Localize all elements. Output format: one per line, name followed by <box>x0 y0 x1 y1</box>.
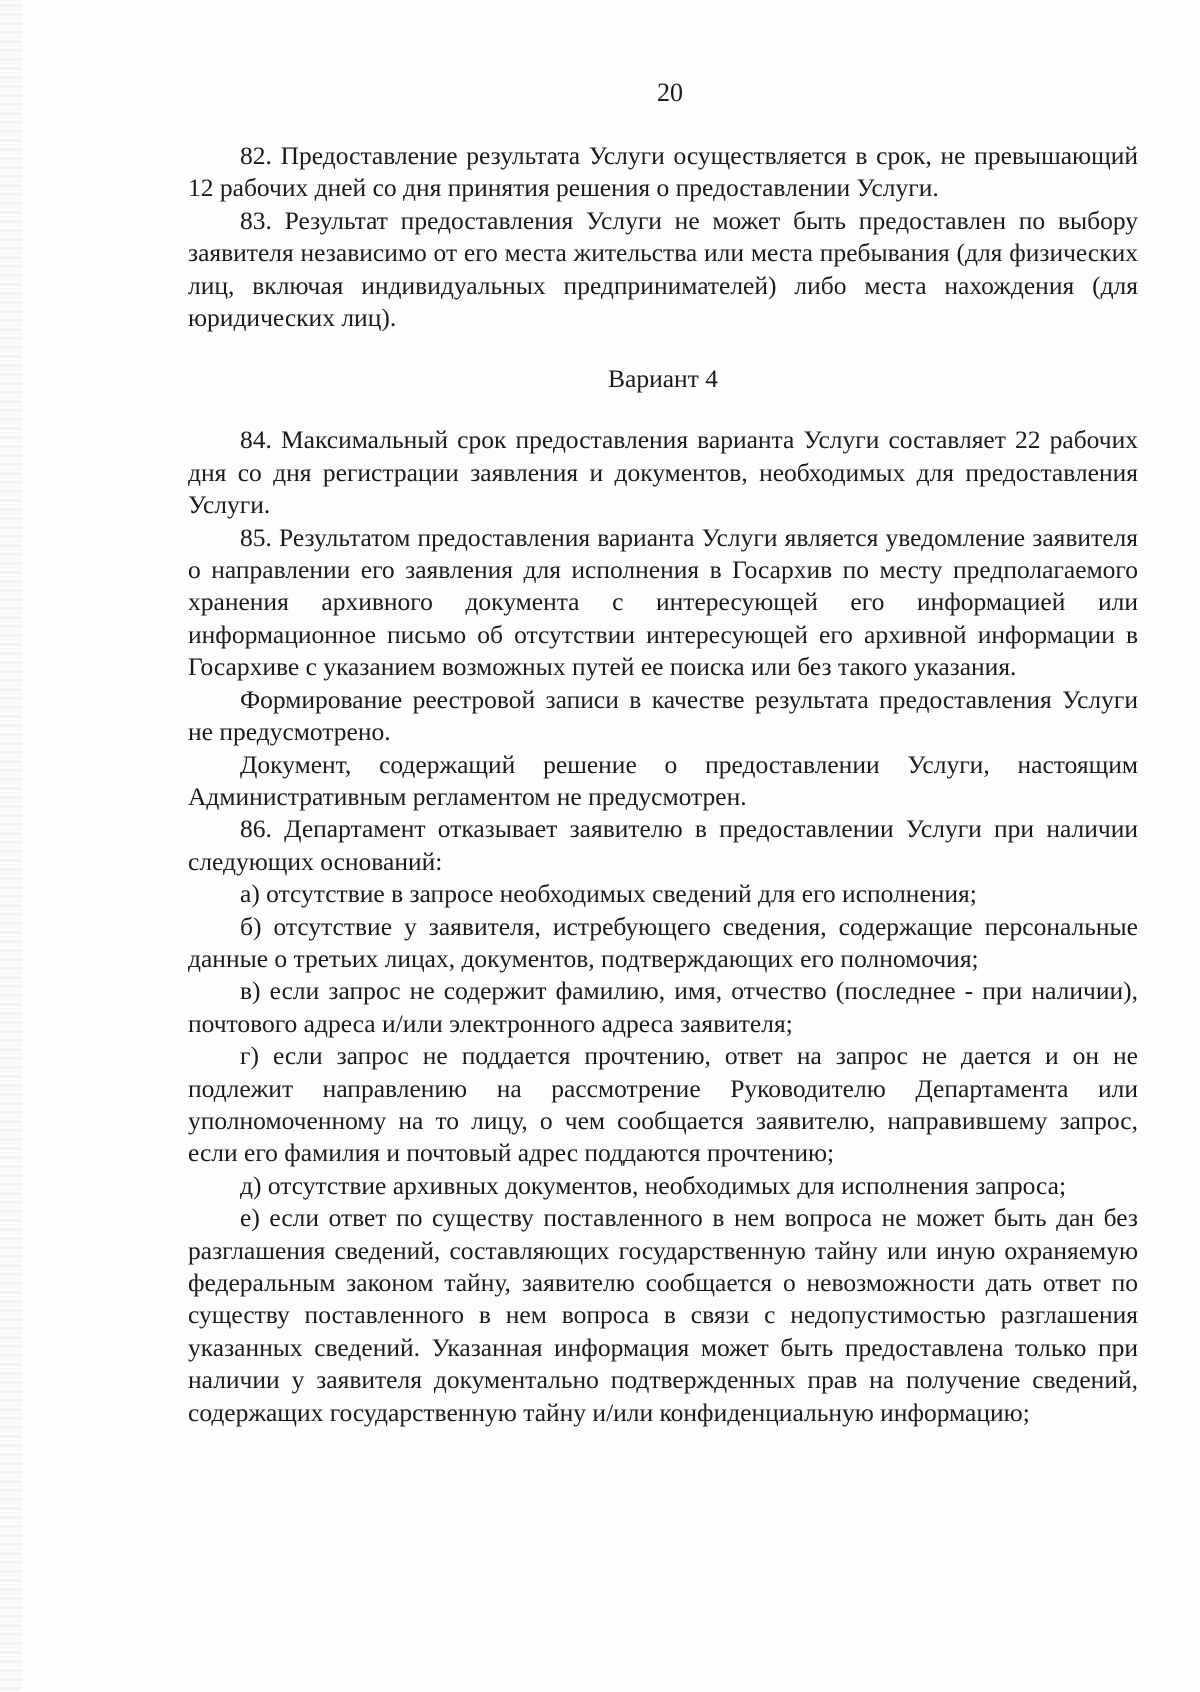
page-number: 20 <box>657 78 683 107</box>
scan-edge-artifact <box>0 0 22 1692</box>
list-item-v: в) если запрос не содержит фамилию, имя, отчество (последнее - при наличии), почтового адреса и/или электронного адреса заявителя; <box>188 976 1138 1038</box>
section-title: Вариант 4 <box>608 364 718 394</box>
paragraph-decision-document: Документ, содержащий решение о предоставлении Услуги, настоящим Административным регламентом не предусмотрен. <box>188 749 1138 811</box>
list-item-a: а) отсутствие в запросе необходимых сведений для его исполнения; <box>240 879 977 909</box>
list-item-g: г) если запрос не поддается прочтению, ответ на запрос не дается и он не подлежит направлению на рассмотрение Руководителю Департамента или уполномоченному на то лицу, о чем сообщается заявителю, направившему запрос, если его фамилия и почтовый адрес поддаются прочтению; <box>188 1041 1138 1168</box>
paragraph-82: 82. Предоставление результата Услуги осуществляется в срок, не превышающий 12 рабочих дней со дня принятия решения о предоставлении Услуги. <box>188 141 1138 203</box>
paragraph-84: 84. Максимальный срок предоставления варианта Услуги составляет 22 рабочих дня со дня регистрации заявления и документов, необходимых для предоставления Услуги. <box>188 425 1138 520</box>
document-body <box>188 140 1138 1429</box>
paragraph-83: 83. Результат предоставления Услуги не может быть предоставлен по выбору заявителя независимо от его места жительства или места пребывания (для физических лиц, включая индивидуальных предпринимателей) либо места нахождения (для юридических лиц). <box>188 205 1138 333</box>
list-item-d: д) отсутствие архивных документов, необходимых для исполнения запроса; <box>240 1170 1067 1200</box>
list-item-e: е) если ответ по существу поставленного в нем вопроса не может быть дан без разглашения сведений, составляющих государственную тайну или иную охраняемую федеральным законом тайну, заявителю сообщается о невозможности дать ответ по существу поставленного в нем вопроса в связи с недопустимостью разглашения указанных сведений. Указанная информация может быть предоставлена только при наличии у заявителя документально подтвержденных прав на получение сведений, содержащих государственную тайну и/или конфиденциальную информацию; <box>188 1203 1138 1427</box>
paragraph-86: 86. Департамент отказывает заявителю в предоставлении Услуги при наличии следующих оснований: <box>188 814 1138 876</box>
list-item-b: б) отсутствие у заявителя, истребующего сведения, содержащие персональные данные о третьих лицах, документов, подтверждающих его полномочия; <box>188 911 1138 973</box>
paragraph-85: 85. Результатом предоставления варианта Услуги является уведомление заявителя о направлении его заявления для исполнения в Госархив по месту предполагаемого хранения архивного документа с интересующей его информацией или информационное письмо об отсутствии интересующей его архивной информации в Госархиве с указанием возможных путей ее поиска или без такого указания. <box>188 522 1138 682</box>
paragraph-registry-record: Формирование реестровой записи в качестве результата предоставления Услуги не предусмотрено. <box>188 684 1138 747</box>
